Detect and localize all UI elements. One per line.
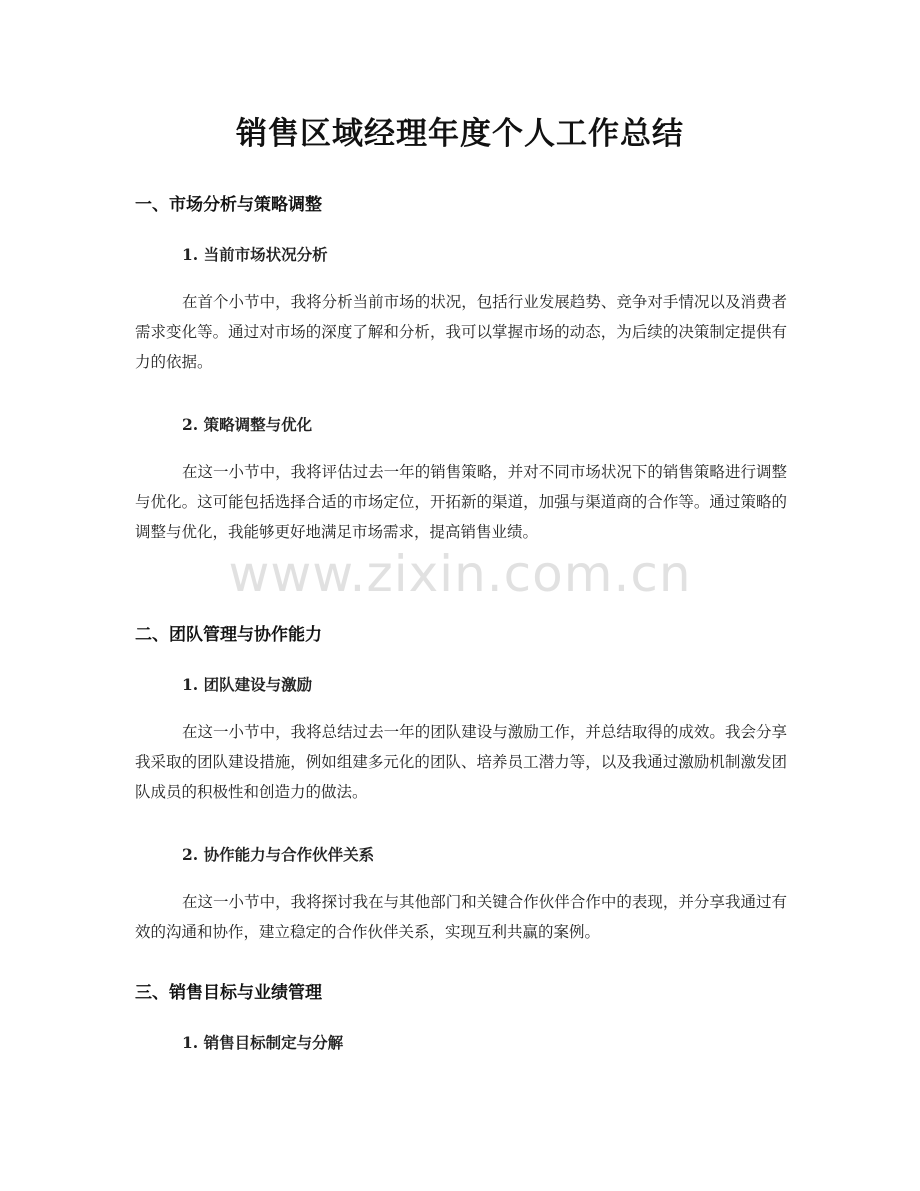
subsection-heading-2-2: 2. 协作能力与合作伙伴关系	[182, 845, 375, 864]
watermark: www.zixin.com.cn	[228, 545, 692, 603]
paragraph-1-1: 在首个小节中，我将分析当前市场的状况，包括行业发展趋势、竞争对手情况以及消费者需求变化等。通过对市场的深度了解和分析，我可以掌握市场的动态，为后续的决策制定提供有力的依据。	[135, 293, 787, 371]
subsection-heading-1-2: 2. 策略调整与优化	[182, 415, 313, 434]
paragraph-1-2: 在这一小节中，我将评估过去一年的销售策略，并对不同市场状况下的销售策略进行调整与优化。这可能包括选择合适的市场定位，开拓新的渠道，加强与渠道商的合作等。通过策略的调整与优化，我能够更好地满足市场需求，提高销售业绩。	[135, 463, 787, 541]
subsection-heading-1-1: 1. 当前市场状况分析	[182, 245, 328, 264]
paragraph-2-2: 在这一小节中，我将探讨我在与其他部门和关键合作伙伴合作中的表现，并分享我通过有效的沟通和协作，建立稳定的合作伙伴关系，实现互利共赢的案例。	[135, 893, 787, 941]
section-heading-2: 二、团队管理与协作能力	[135, 625, 322, 645]
section-heading-1: 一、市场分析与策略调整	[135, 195, 322, 215]
document-title: 销售区域经理年度个人工作总结	[236, 116, 684, 152]
section-heading-3: 三、销售目标与业绩管理	[135, 983, 322, 1003]
subsection-heading-3-1: 1. 销售目标制定与分解	[182, 1033, 344, 1052]
paragraph-2-1: 在这一小节中，我将总结过去一年的团队建设与激励工作，并总结取得的成效。我会分享我采取的团队建设措施，例如组建多元化的团队、培养员工潜力等，以及我通过激励机制激发团队成员的积极性和创造力的做法。	[135, 723, 787, 801]
subsection-heading-2-1: 1. 团队建设与激励	[182, 675, 313, 694]
